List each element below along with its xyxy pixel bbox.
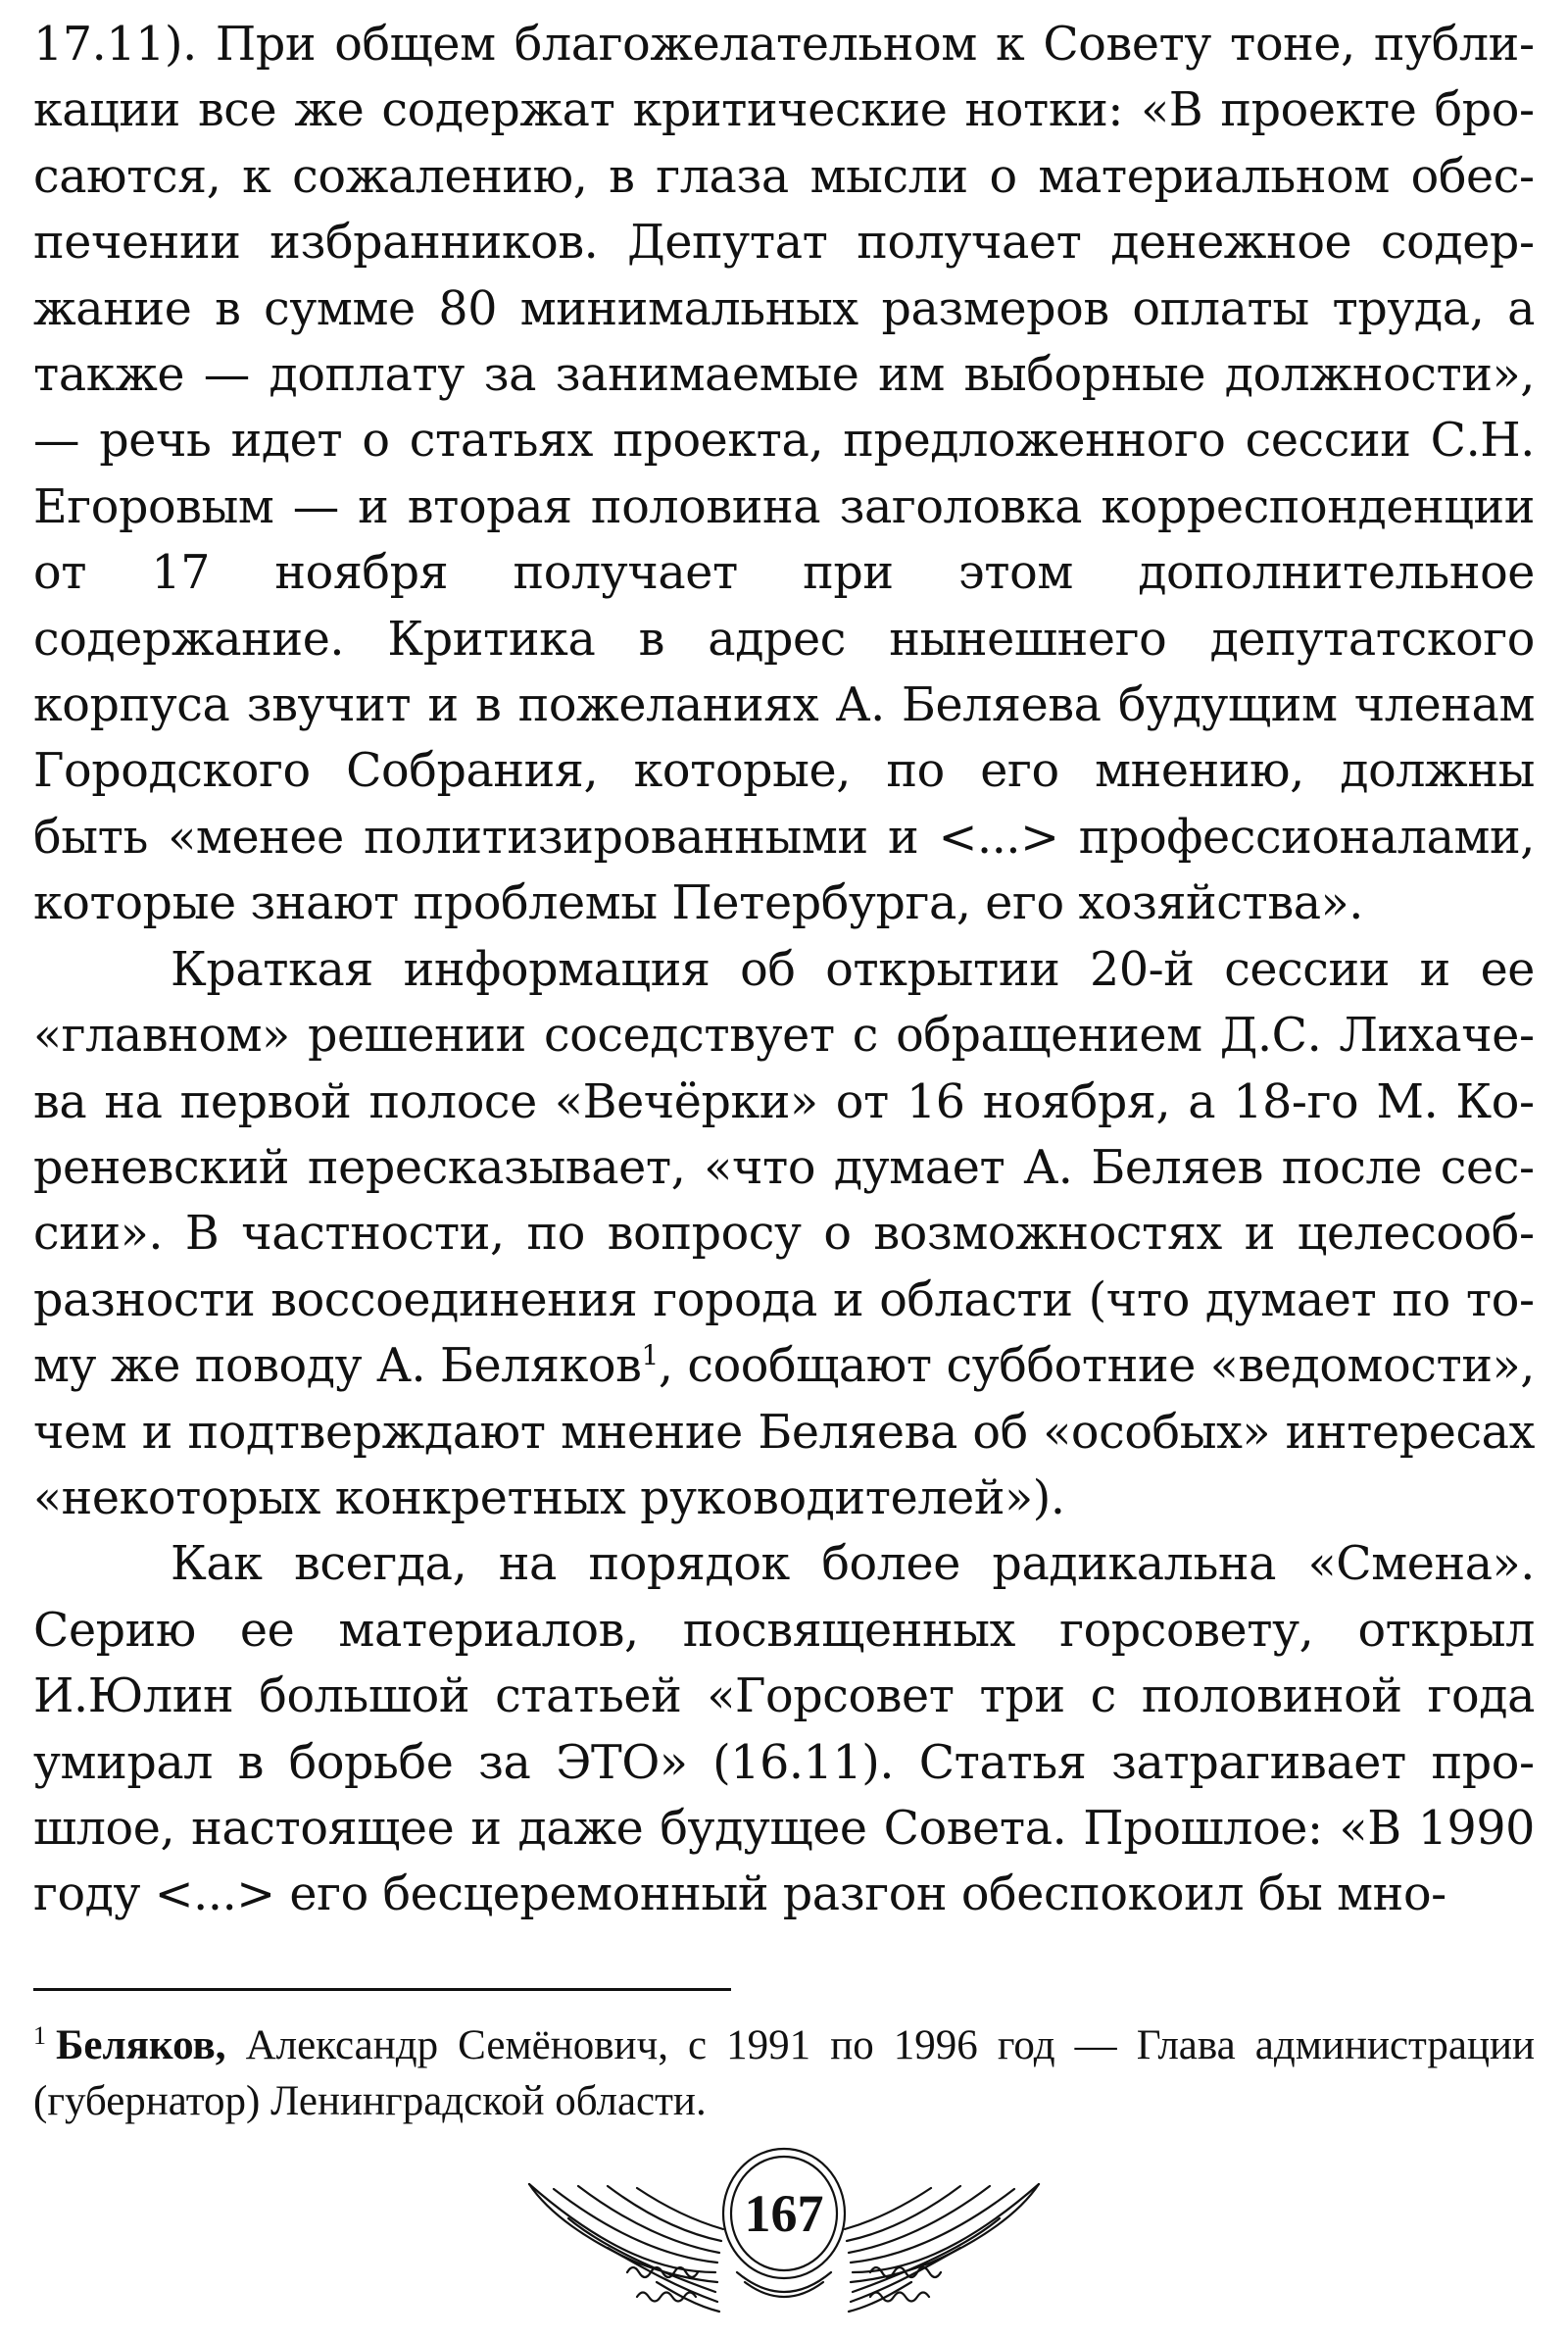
footnote-name: Беляков, bbox=[56, 2022, 226, 2068]
footnote-divider bbox=[33, 1988, 731, 1991]
footnote bbox=[33, 2017, 1535, 2129]
footnote-mark: 1 bbox=[33, 2020, 46, 2050]
paragraph-2 bbox=[33, 937, 1535, 1532]
paragraph-2-text-start: Краткая информация об открытии 20-й сессии и ее «главном» решении соседствует с обращением Д.С. Лихачева на первой полосе «Вечёрки» от 16 ноября, а 18-го М. Кореневский пересказывает, «что думает А. Беляев после сессии». В частности, по вопросу о возможностях и целесообразности воссоединения города и области (что думает по тому же поводу А. Беляков bbox=[33, 942, 1535, 1394]
paragraph-1: 17.11). При общем благожелательном к Совету тоне, публикации все же содержат критические нотки: «В проекте бросаются, к сожалению, в глаза мысли о материальном обеспечении избранников. Депутат получает денежное содержание в сумме 80 минимальных размеров оплаты труда, а также — доплату за занимаемые им выборные должности», — речь идет о статьях проекта, предложенного сессии С.Н. Егоровым — и вторая половина заголовка корреспонденции от 17 ноября получает при этом дополнительное содержание. Критика в адрес нынешнего депутатского корпуса звучит и в пожеланиях А. Беляева будущим членам Городского Собрания, которые, по его мнению, должны быть «менее политизированными и <...> профессионалами, которые знают проблемы Петербурга, его хозяйства». bbox=[33, 18, 1535, 931]
page-number: 167 bbox=[744, 2184, 824, 2243]
paragraph-3: Как всегда, на порядок более радикальна «Смена». Серию ее материалов, посвященных горсовету, открыл И.Юлин большой статьей «Горсовет три с половиной года умирал в борьбе за ЭТО» (16.11). Статья затрагивает прошлое, настоящее и даже будущее Совета. Прошлое: «В 1990 году <...> его бесцеремонный разгон обеспокоил бы мно- bbox=[33, 1537, 1535, 1922]
footnote-reference: 1 bbox=[641, 1339, 659, 1372]
footnote-text: Александр Семёнович, с 1991 по 1996 год — Глава администрации (губернатор) Ленинградской области. bbox=[33, 2022, 1535, 2124]
paragraph-2-text-end: , сообщают субботние «ведомости», чем и подтверждают мнение Беляева об «особых» интересах «некоторых конкретных руководителей»). bbox=[33, 1339, 1535, 1525]
main-text bbox=[33, 12, 1535, 1928]
